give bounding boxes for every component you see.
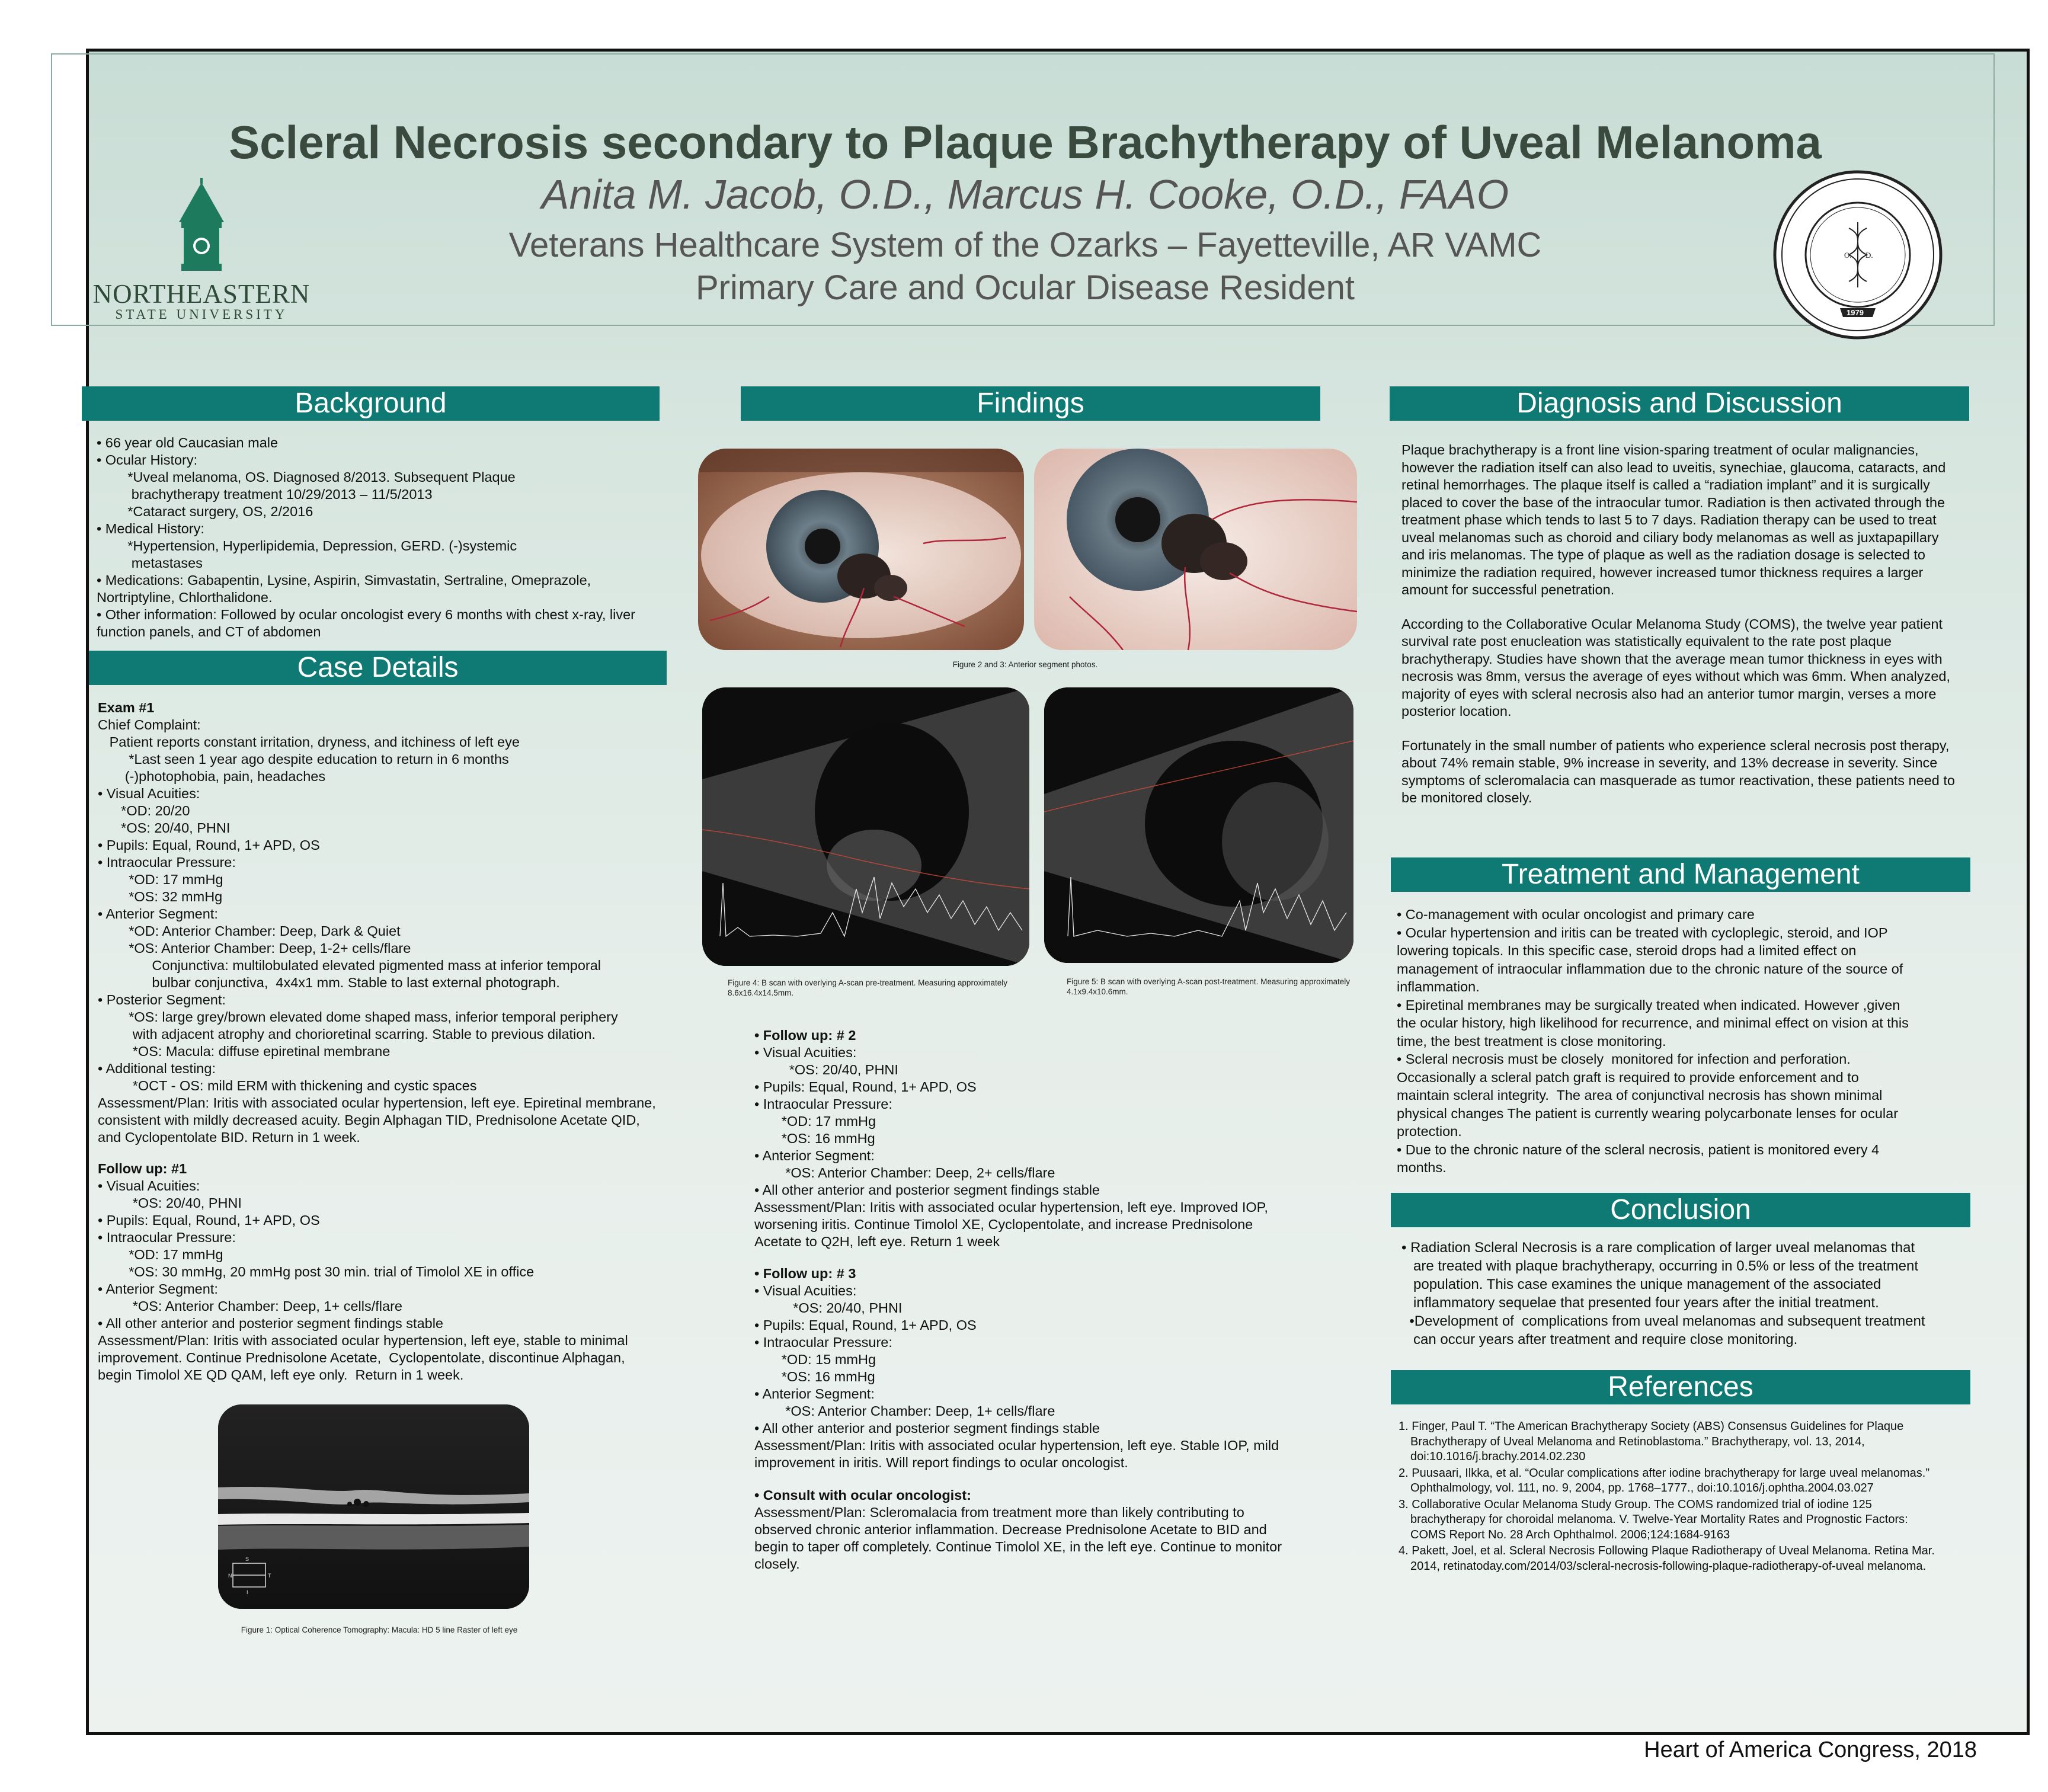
oct-label-t: T <box>268 1573 271 1579</box>
follow-up-2-heading: • Follow up: # 2 <box>754 1028 856 1043</box>
diagnosis-paragraph-2: According to the Collaborative Ocular Melanoma Study (COMS), the twelve year patient survival rate post enucleation was statistically equivalent to the rate post plaque brachytherapy. Studies have shown that the average mean tumor thickness in eyes with necrosis was 8mm, versus the average of eyes without which was 6mm. When analyzed, majority of eyes with scleral necrosis also had an anterior tumor margin, verses a more posterior location. <box>1401 616 1951 719</box>
oct-label-i: I <box>247 1589 248 1595</box>
treatment-header: Treatment and Management <box>1391 857 1970 892</box>
background-header: Background <box>82 386 660 421</box>
diagnosis-text <box>1401 441 1964 824</box>
figure-1-caption: Figure 1: Optical Coherence Tomography: Macula: HD 5 line Raster of left eye <box>241 1625 518 1634</box>
oct-label-n: N <box>228 1573 232 1579</box>
svg-text:O.: O. <box>1844 251 1852 260</box>
reference-item: 2. Puusaari, Ilkka, et al. “Ocular complications after iodine brachytherapy for large uveal melanomas.” Ophthalmology, vol. 111, no. 9, 2004, pp. 1768–1777., doi:10.1016/j.ophtha.2004.03.027 <box>1399 1466 1929 1495</box>
oct-macula-image <box>218 1404 529 1609</box>
svg-text:D.: D. <box>1865 251 1873 260</box>
exam-1-text: Chief Complaint: Patient reports constant irritation, dryness, and itchiness of left eye *Last seen 1 year ago despite education to return in 6 months (-)photophobia, pain, headaches • Visual Acuities: *OD: 20/20 *OS: 20/40, PHNI • Pupils: Equal, Round, 1+ APD, OS • Intraocular Pressure: *OD: 17 mmHg *OS: 32 mmHg • Anterior Segment: *OD: Anterior Chamber: Deep, Dark & Quiet *OS: Anterior Chamber: Deep, 1-2+ cells/flare Conjunctiva: multilobulated elevated pigmented mass at inferior temporal bulbar conjunctiva, 4x4x1 mm. Stable to last external photograph. • Posterior Segment: *OS: large grey/brown elevated dome shaped mass, inferior temporal periphery with adjacent atrophy and chorioretinal scarring. Stable to previous dilation. *OS: Macula: diffuse epiretinal membrane • Additional testing: *OCT - OS: mild ERM with thickening and cystic spaces Assessment/Plan: Iritis with associated ocular hypertension, left eye. Epiretinal membrane, consistent with mildly decreased acuity. Begin Alphagan TID, Prednisolone Acetate QID, and Cyclopentolate BID. Return in 1 week. <box>98 717 656 1145</box>
poster-title: Scleral Necrosis secondary to Plaque Brachytherapy of Uveal Melanoma <box>229 116 1822 168</box>
follow-up-2-text: • Visual Acuities: *OS: 20/40, PHNI • Pupils: Equal, Round, 1+ APD, OS • Intraocular Pressure: *OD: 17 mmHg *OS: 16 mmHg • Anterior Segment: *OS: Anterior Chamber: Deep, 2+ cells/flare • All other anterior and posterior segment findings stable Assessment/Plan: Iritis with associated ocular hypertension, left eye. Improved IOP, worsening iritis. Continue Timolol XE, Cyclopentolate, and increase Prednisolone Acetate to Q2H, left eye. Return 1 week <box>754 1045 1268 1249</box>
nsu-wordmark-sub: STATE UNIVERSITY <box>115 307 288 322</box>
poster-affiliation-2: Primary Care and Ocular Disease Resident <box>695 268 1355 307</box>
oct-label-s: S <box>245 1556 249 1562</box>
svg-text:1979: 1979 <box>1847 308 1864 317</box>
reference-item: 1. Finger, Paul T. “The American Brachytherapy Society (ABS) Consensus Guidelines for Plaque Brachytherapy of Uveal Melanoma and Retinoblastoma.” Brachytherapy, vol. 13, 2014, doi:10.1016/j.brachy.2014.02.230 <box>1399 1420 1904 1463</box>
diagnosis-paragraph-1: Plaque brachytherapy is a front line vision-sparing treatment of ocular malignancies, however the radiation itself can also lead to uveitis, synechiae, glaucoma, cataracts, and retinal hemorrhages. The plaque itself is called a “radiation implant” and it is surgically placed to cover the base of the intraocular tumor. Radiation is then activated through the treatment phase which tends to last 5 to 7 days. Radiation therapy can be used to treat uveal melanomas such as choroid and ciliary body melanomas as well as juxtapapillary and iris melanomas. The type of plaque as well as the radiation dosage is selected to minimize the radiation required, however increased tumor thickness requires a larger amount for successful penetration. <box>1401 442 1946 597</box>
consult-text: Assessment/Plan: Scleromalacia from treatment more than likely contributing to observed chronic anterior inflammation. Decrease Prednisolone Acetate to BID and begin to taper off completely. Continue Timolol XE, in the left eye. Continue to monitor closely. <box>754 1505 1282 1572</box>
findings-header: Findings <box>741 386 1320 421</box>
follow-up-3-text: • Visual Acuities: *OS: 20/40, PHNI • Pupils: Equal, Round, 1+ APD, OS • Intraocular Pressure: *OD: 15 mmHg *OS: 16 mmHg • Anterior Segment: *OS: Anterior Chamber: Deep, 1+ cells/flare • All other anterior and posterior segment findings stable Assessment/Plan: Iritis with associated ocular hypertension, left eye. Stable IOP, mild improvement in iritis. Will report findings to ocular oncologist. <box>754 1283 1279 1470</box>
diagnosis-header: Diagnosis and Discussion <box>1390 386 1969 421</box>
reference-item: 3. Collaborative Ocular Melanoma Study Group. The COMS randomized trial of iodine 125 brachytherapy for choroidal melanoma. V. Twelve-Year Mortality Rates and Prognostic Factors: COMS Report No. 28 Arch Ophthalmol. 2006;124:1684-9163 <box>1399 1497 1908 1541</box>
conference-footer: Heart of America Congress, 2018 <box>1644 1737 1977 1762</box>
references-list <box>1390 1419 1947 1575</box>
anterior-segment-photo-1 <box>698 449 1024 650</box>
figure-4-caption: Figure 4: B scan with overlying A-scan pre-treatment. Measuring approximately 8.6x16.4x14.5mm. <box>728 978 1007 997</box>
anterior-segment-photo-2 <box>1034 449 1357 650</box>
conclusion-header: Conclusion <box>1391 1193 1970 1227</box>
poster-authors: Anita M. Jacob, O.D., Marcus H. Cooke, O.D., FAAO <box>541 171 1509 217</box>
exam-1-heading: Exam #1 <box>98 700 155 715</box>
treatment-text: • Co-management with ocular oncologist and primary care • Ocular hypertension and iritis can be treated with cycloplegic, steroid, and IOP lowering topicals. In this specific case, steroid drops had a limited effect on management of intraocular inflammation due to the chronic nature of the source of inflammation. • Epiretinal membranes may be surgically treated when indicated. However ,given the ocular history, high likelihood for recurrence, and minimal effect on vision at this time, the best treatment is close monitoring. • Scleral necrosis must be closely monitored for infection and perforation. Occasionally a scleral patch graft is required to provide enforcement and to maintain scleral integrity. The area of conjunctival necrosis has shown minimal physical changes The patient is currently wearing polycarbonate lenses for ocular protection. • Due to the chronic nature of the scleral necrosis, patient is monitored every 4 months. <box>1397 907 1909 1175</box>
consult-heading: • Consult with ocular oncologist: <box>754 1487 971 1503</box>
background-text: • 66 year old Caucasian male • Ocular History: *Uveal melanoma, OS. Diagnosed 8/2013. Subsequent Plaque brachytherapy treatment 10/29/2013 – 11/5/2013 *Cataract surgery, OS, 2/2016 • Medical History: *Hypertension, Hyperlipidemia, Depression, GERD. (-)systemic metastases • Medications: Gabapentin, Lysine, Aspirin, Simvastatin, Sertraline, Omeprazole, Nortriptyline, Chlorthalidone. • Other information: Followed by ocular oncologist every 6 months with chest x-ray, liver function panels, and CT of abdomen <box>97 435 635 639</box>
figure-5-caption: Figure 5: B scan with overlying A-scan post-treatment. Measuring approximately 4.1x9.4x10.6mm. <box>1067 977 1350 996</box>
references-header: References <box>1391 1370 1970 1404</box>
figure-2-3-caption: Figure 2 and 3: Anterior segment photos. <box>952 660 1098 669</box>
nsu-wordmark: NORTHEASTERN <box>92 279 311 309</box>
follow-up-1-text: • Visual Acuities: *OS: 20/40, PHNI • Pupils: Equal, Round, 1+ APD, OS • Intraocular Pressure: *OD: 17 mmHg *OS: 30 mmHg, 20 mmHg post 30 min. trial of Timolol XE in office • Anterior Segment: *OS: Anterior Chamber: Deep, 1+ cells/flare • All other anterior and posterior segment findings stable Assessment/Plan: Iritis with associated ocular hypertension, left eye, stable to minimal improvement. Continue Prednisolone Acetate, Cyclopentolate, discontinue Alphagan, begin Timolol XE QD QAM, left eye only. Return in 1 week. <box>98 1178 628 1383</box>
case-details-header: Case Details <box>89 651 667 685</box>
b-scan-post-treatment <box>1044 687 1353 963</box>
conclusion-text: • Radiation Scleral Necrosis is a rare complication of larger uveal melanomas that are treated with plaque brachytherapy, occurring in 0.5% or less of the treatment population. This case examines the unique management of the associated inflammatory sequelae that presented four years after the initial treatment. •Development of complications from uveal melanomas and subsequent treatment can occur years after treatment and require close monitoring. <box>1401 1240 1925 1348</box>
b-scan-pre-treatment <box>702 687 1029 966</box>
follow-up-1-heading: Follow up: #1 <box>98 1161 187 1176</box>
diagnosis-paragraph-3: Fortunately in the small number of patients who experience scleral necrosis post therapy, about 74% remain stable, 9% increase in severity, and 13% decrease in severity. Since symptoms of scleromalacia can masquerade as tumor reactivation, these patients need to be monitored closely. <box>1401 737 1955 805</box>
poster-affiliation-1: Veterans Healthcare System of the Ozarks – Fayetteville, AR VAMC <box>508 226 1542 264</box>
reference-item: 4. Pakett, Joel, et al. Scleral Necrosis Following Plaque Radiotherapy of Uveal Melanoma. Retina Mar. 2014, retinatoday.com/2014/03/scleral-necrosis-following-plaque-radiotherapy-of-uveal melanoma. <box>1399 1544 1935 1573</box>
follow-up-3-heading: • Follow up: # 3 <box>754 1266 856 1281</box>
